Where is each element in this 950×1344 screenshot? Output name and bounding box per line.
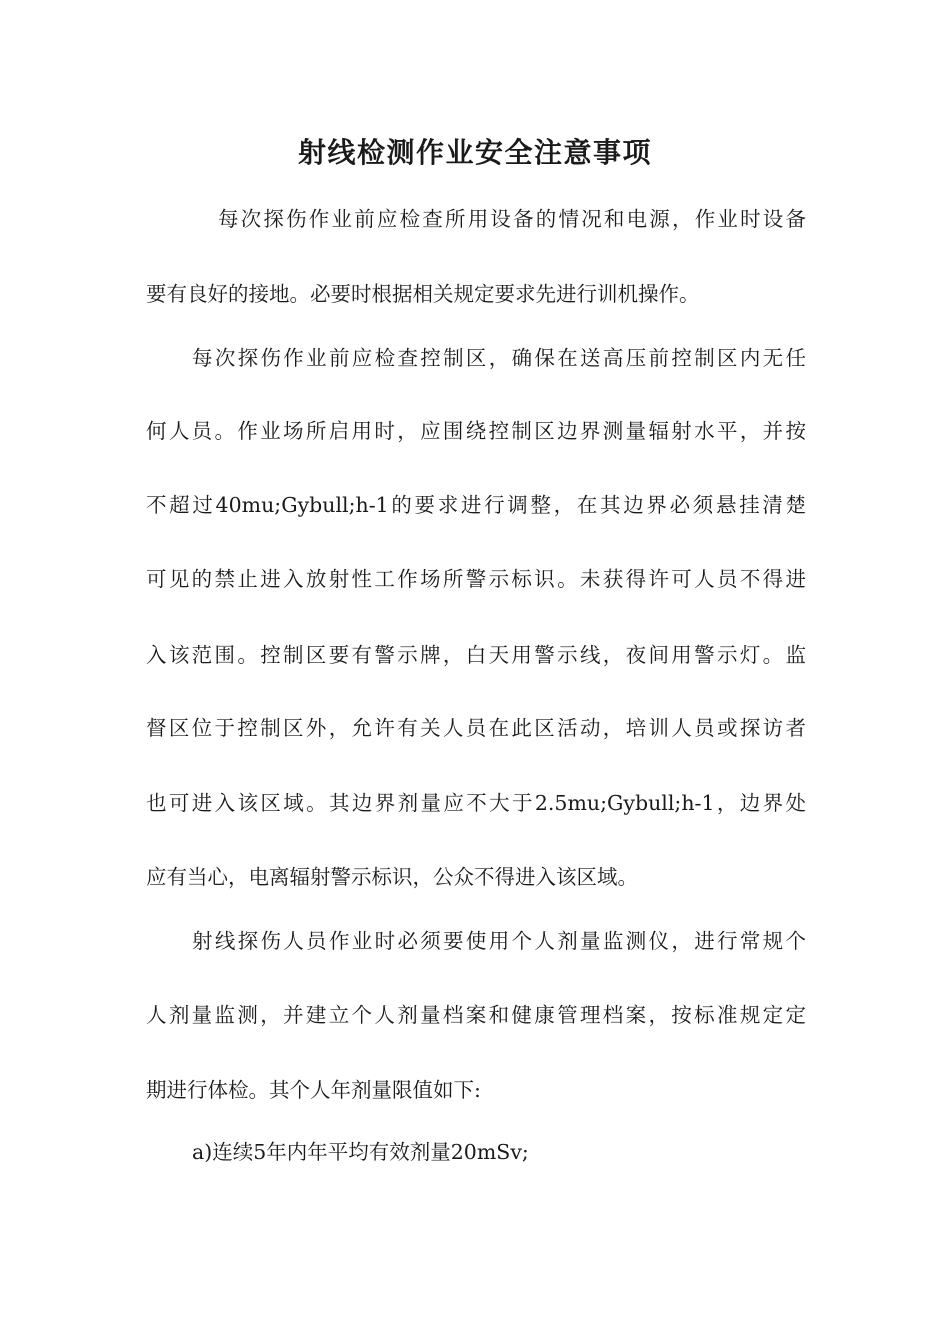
paragraph-line: 何人员。作业场所启用时，应围绕控制区边界测量辐射水平，并按 [146, 419, 806, 443]
paragraph-line: 人剂量监测，并建立个人剂量档案和健康管理档案，按标准规定定 [146, 1003, 806, 1027]
paragraph-line: 也可进入该区域。其边界剂量应不大于2.5mu;Gybull;h-1，边界处 [146, 791, 806, 815]
paragraph-line: 每次探伤作业前应检查控制区，确保在送高压前控制区内无任 [192, 346, 806, 370]
paragraph-line: 每次探伤作业前应检查所用设备的情况和电源，作业时设备 [218, 207, 806, 231]
paragraph-line: 督区位于控制区外，允许有关人员在此区活动，培训人员或探访者 [146, 716, 806, 740]
list-item: a)连续5年内年平均有效剂量20mSv; [192, 1140, 529, 1164]
paragraph-line: 不超过40mu;Gybull;h-1的要求进行调整，在其边界必须悬挂清楚 [146, 493, 806, 517]
document-title: 射线检测作业安全注意事项 [297, 136, 652, 169]
paragraph-line: 可见的禁止进入放射性工作场所警示标识。未获得许可人员不得进 [146, 567, 806, 591]
paragraph-line: 应有当心，电离辐射警示标识，公众不得进入该区域。 [146, 865, 638, 889]
paragraph-line: 要有良好的接地。必要时根据相关规定要求先进行训机操作。 [146, 282, 700, 306]
paragraph-line: 期进行体检。其个人年剂量限值如下: [146, 1078, 481, 1102]
paragraph-line: 射线探伤人员作业时必须要使用个人剂量监测仪，进行常规个 [192, 929, 806, 953]
paragraph-line: 入该范围。控制区要有警示牌，白天用警示线，夜间用警示灯。监 [146, 643, 806, 667]
